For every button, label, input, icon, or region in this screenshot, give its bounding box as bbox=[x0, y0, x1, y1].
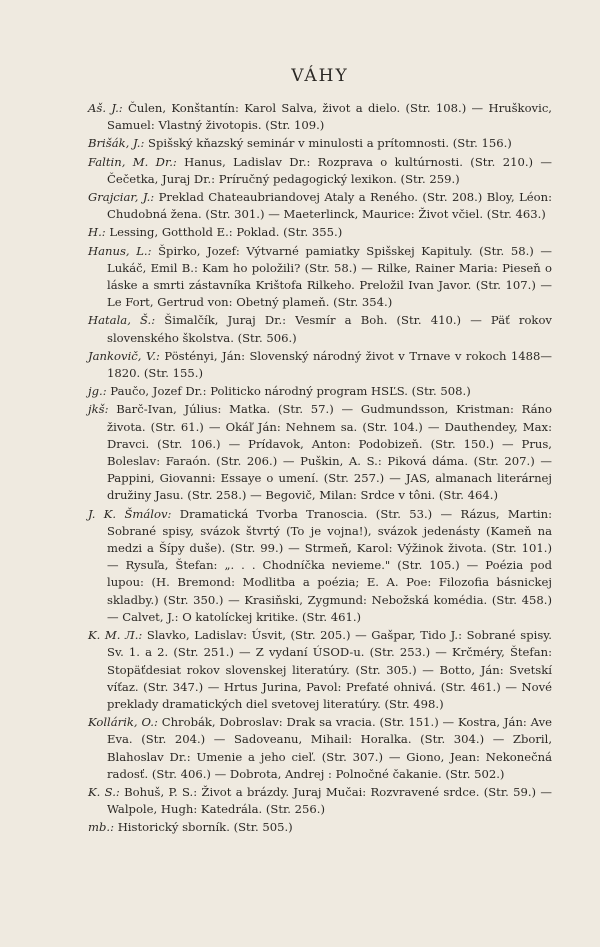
index-entry bbox=[88, 154, 552, 188]
index-entry bbox=[88, 224, 552, 241]
entry-text: Preklad Chateaubriandovej Ataly a Reného. (Str. 208.) Bloy, Léon: Chudobná žena. (Str. 301.) — Maeterlinck, Maurice: Život včiel. (Str. 463.) bbox=[107, 190, 552, 222]
reviewer-name: Hanus, L.: bbox=[88, 243, 152, 258]
reviewer-name: mb.: bbox=[88, 820, 115, 835]
index-entry bbox=[88, 819, 552, 836]
index-entry bbox=[88, 189, 552, 223]
entry-text: Šimalčík, Juraj Dr.: Vesmír a Boh. (Str. 410.) — Päť rokov slovenského školstva. (Str. 506.) bbox=[107, 313, 552, 345]
index-entry bbox=[88, 627, 552, 713]
entry-text: Historický sborník. (Str. 505.) bbox=[114, 820, 293, 835]
index-entry bbox=[88, 401, 552, 504]
entry-text: Slavko, Ladislav: Úsvit, (Str. 205.) — Gašpar, Tido J.: Sobrané spisy. Sv. 1. a 2. (Str. 251.) — Z vydaní ÚSOD-u. (Str. 253.) — Krčméry, Štefan: Stopäťdesiat rokov slovenskej literatúry. (Str. 305.) — Botto, Ján: Svetskí víťaz. (Str. 347.) — Hrtus Jurina, Pavol: Prefaté ohnivá. (Str. 461.) — Nové preklady dramatických diel svetovej literatúry. (Str. 498.) bbox=[107, 628, 552, 711]
entry-text: Spišský kňazský seminár v minulosti a prítomnosti. (Str. 156.) bbox=[144, 136, 512, 151]
entry-text: Čulen, Konštantín: Karol Salva, život a dielo. (Str. 108.) — Hruškovic, Samuel: Vlastný životopis. (Str. 109.) bbox=[107, 101, 552, 133]
entry-text: Hanus, Ladislav Dr.: Rozprava o kultúrnosti. (Str. 210.) — Čečetka, Juraj Dr.: Príručný pedagogický lexikon. (Str. 259.) bbox=[107, 154, 552, 186]
index-entry bbox=[88, 348, 552, 382]
entry-text: Barč-Ivan, Július: Matka. (Str. 57.) — Gudmundsson, Kristman: Ráno života. (Str. 61.) — Okáľ Ján: Nehnem sa. (Str. 104.) — Dauthendey, Max: Dravci. (Str. 106.) — Prídavok, Anton: Podobizeň. (Str. 150.) — Prus, Boleslav: Faraón. (Str. 206.) — Puškin, A. S.: Piková dáma. (Str. 207.) — Pappini, Giovanni: Essaye o umení. (Str. 257.) — JAS, almanach literárnej družiny Jasu. (Str. 258.) — Begovič, Milan: Srdce v tôni. (Str. 464.) bbox=[107, 402, 552, 503]
entry-text: Chrobák, Dobroslav: Drak sa vracia. (Str. 151.) — Kostra, Ján: Ave Eva. (Str. 204.) — Sadoveanu, Mihail: Horalka. (Str. 304.) — Zboril, Blahoslav Dr.: Umenie a jeho cieľ. (Str. 307.) — Giono, Jean: Nekonečná radosť. (Str. 406.) — Dobrota, Andrej : Polnočné čakanie. (Str. 502.) bbox=[107, 715, 552, 781]
entry-text: Špirko, Jozef: Výtvarné pamiatky Spišskej Kapituly. (Str. 58.) — Lukáč, Emil B.: Kam ho položili? (Str. 58.) — Rilke, Rainer Maria: Pieseň o láske a smrti zástavníka Krištofa Rilkeho. Preložil Ivan Javor. (Str. 107.) — Le Fort, Gertrud von: Obetný plameň. (Str. 354.) bbox=[107, 243, 552, 310]
index-entry bbox=[88, 383, 552, 400]
reviewer-name: jkš: bbox=[88, 402, 109, 417]
entry-text: Bohuš, P. S.: Život a brázdy. Juraj Mučai: Rozvravené srdce. (Str. 59.) — Walpole, Hugh: Katedrála. (Str. 256.) bbox=[107, 784, 552, 817]
index-entry bbox=[88, 312, 552, 346]
index-entry bbox=[88, 714, 552, 783]
reviewer-name: J. K. Šmálov: bbox=[88, 506, 172, 521]
entry-text: Pöstényi, Ján: Slovenský národný život v Trnave v rokoch 1488—1820. (Str. 155.) bbox=[107, 348, 552, 381]
entry-text: Dramatická Tvorba Tranoscia. (Str. 53.) — Rázus, Martin: Sobrané spisy, svázok štvrtý (To je vojna!), svázok jedenásty (Kameň na medzi a Šípy duše). (Str. 99.) — Strmeň, Karol: Výžinok života. (Str. 101.) — Rysuľa, Štefan: „. . . Chodníčka nevieme." (Str. 105.) — Poézia pod lupou: (H. Bremond: Modlitba a poézia; E. A. Poe: Filozofia básnickej skladby.) (Str. 350.) — Krasiňski, Zygmund: Nebožská komédia. (Str. 458.) — Calvet, J.: O katolíckej kritike. (Str. 461.) bbox=[107, 506, 552, 624]
reviewer-name: Aš. J.: bbox=[88, 101, 123, 115]
reviewer-name: Hatala, Š.: bbox=[88, 313, 156, 328]
reviewer-name: Brišák, J.: bbox=[88, 136, 145, 151]
reviewer-name: Grajciar, J.: bbox=[88, 190, 155, 205]
index-entry bbox=[88, 135, 552, 152]
reviewer-name: Kollárik, O.: bbox=[88, 715, 158, 730]
reviewer-name: jg.: bbox=[88, 384, 107, 399]
index-entry bbox=[88, 506, 552, 626]
index-entry bbox=[88, 100, 552, 134]
entry-text: Lessing, Gotthold E.: Poklad. (Str. 355.) bbox=[105, 225, 343, 240]
reviewer-name: K. S.: bbox=[88, 784, 120, 799]
reviewer-name: H.: bbox=[88, 225, 106, 240]
entry-text: Paučo, Jozef Dr.: Politicko národný program HSĽS. (Str. 508.) bbox=[106, 384, 471, 399]
review-index-list bbox=[88, 100, 552, 837]
index-entry bbox=[88, 243, 552, 312]
reviewer-name: K. M. Л.: bbox=[88, 628, 143, 643]
index-entry bbox=[88, 784, 552, 818]
reviewer-name: Jankovič, V.: bbox=[88, 348, 160, 363]
reviewer-name: Faltin, M. Dr.: bbox=[88, 154, 177, 169]
section-title: VÁHY bbox=[291, 66, 349, 86]
